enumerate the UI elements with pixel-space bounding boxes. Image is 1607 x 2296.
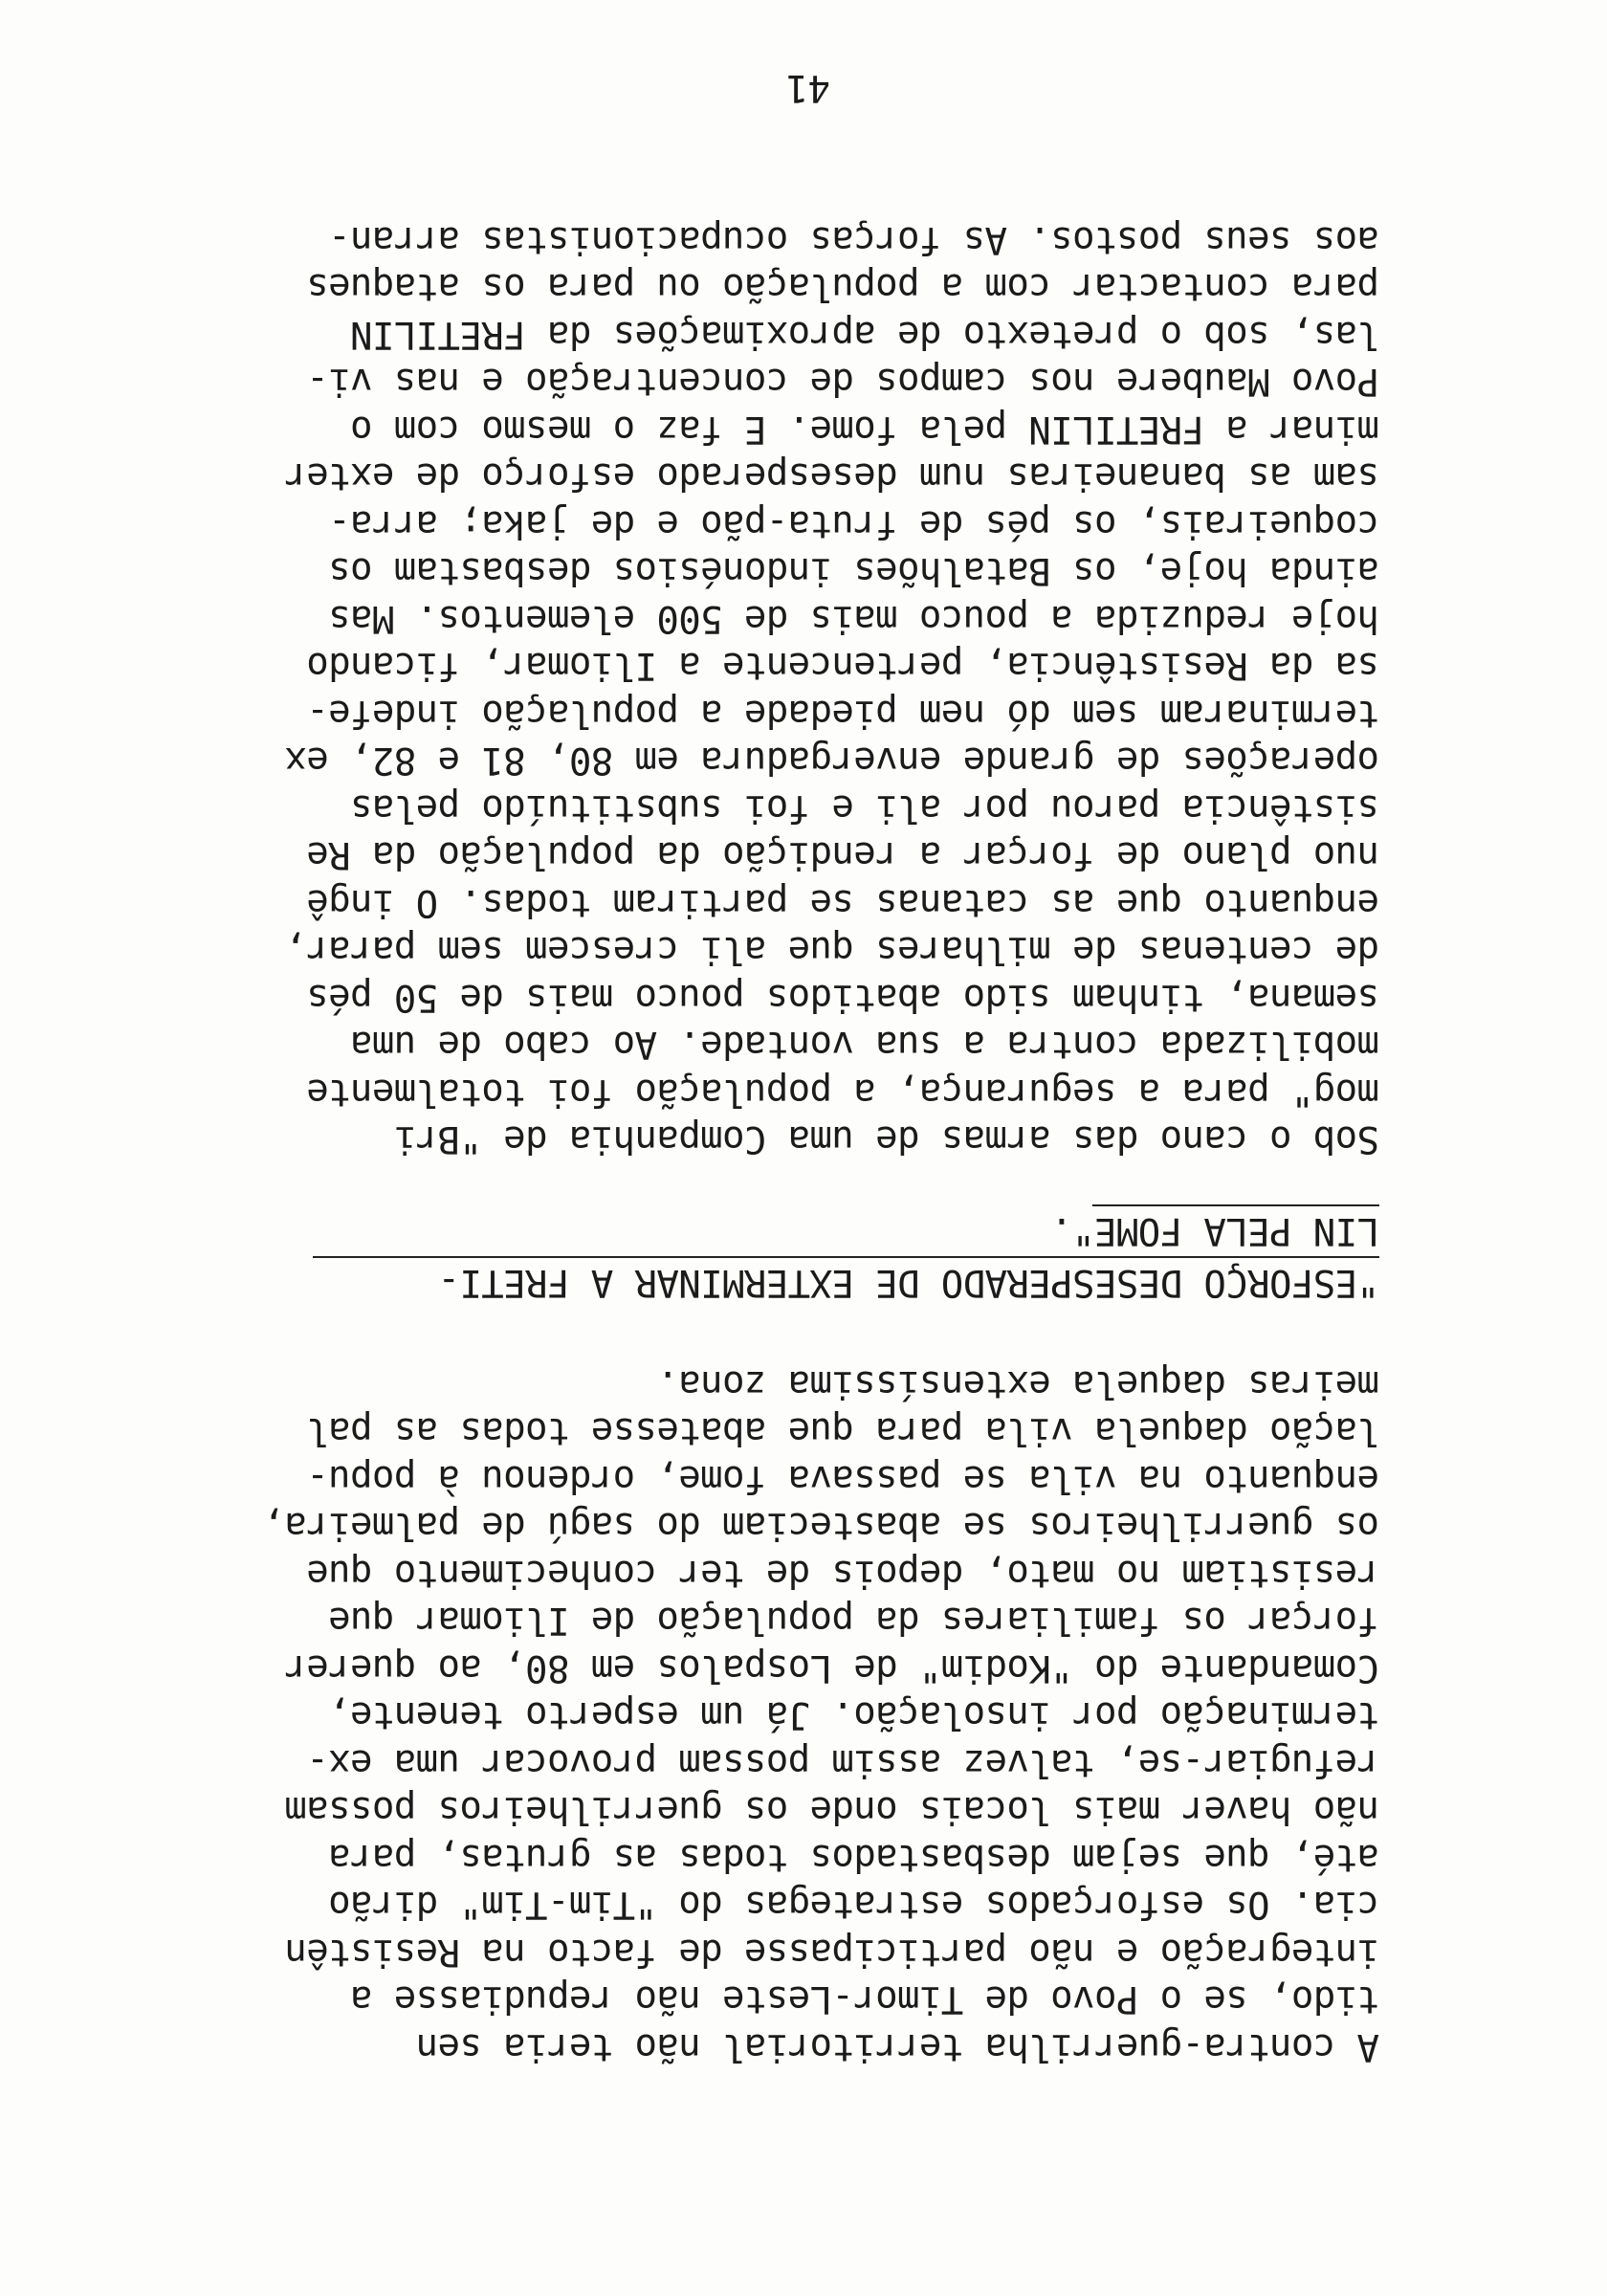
section-heading [289, 1205, 1379, 1305]
text-line: até, que sejam desbastados todas as grutas, para [328, 1836, 1379, 1879]
text-line: enquanto na vila se passava fome, ordenou à popu- [306, 1457, 1379, 1500]
paragraph-esforco [285, 216, 1379, 1163]
text-line: operações de grande envergadura em 80, 81 e 82, ex [285, 739, 1379, 783]
text-line: não haver mais locais onde os guerrilheiros possam [285, 1788, 1379, 1832]
text-line: de centenas de milhares que ali crescem sem parar, [285, 928, 1379, 972]
text-line: las, sob o pretexto de aproximações da FRETILIN [350, 313, 1379, 356]
text-line: mog" para a segurança, a população foi totalmente [306, 1071, 1379, 1114]
text-line: Povo Maubere nos campos de concentração e nas vi- [306, 360, 1379, 404]
text-line: semana, tinham sido abatidos pouco mais de 50 pés [306, 976, 1379, 1019]
text-line: ainda hoje, os Batalhões indonésios desbastam os [328, 549, 1379, 593]
page-number: 41 [786, 66, 830, 109]
text-line: Sob o cano das armas de uma Companhia de "Bri [394, 1117, 1379, 1161]
text-line: resistiam no mato, depois de ter conhecimento que [306, 1552, 1379, 1595]
text-line: minar a FRETILIN pela fome. E faz o mesmo com o [350, 408, 1379, 451]
text-line: refugiar-se, talvez assim possam provocar uma ex- [306, 1741, 1379, 1784]
heading-underline [1092, 1205, 1379, 1207]
text-line: enquanto que as catanas se partiram todas. O ingê [306, 881, 1379, 924]
text-line: para contactar com a população ou para os ataques [306, 265, 1379, 309]
text-line: mobilizada contra a sua vontade. Ao cabo de uma [350, 1023, 1379, 1067]
text-line: terminação por insolação. Já um esperto tenente, [328, 1693, 1379, 1737]
text-line: integração e não participasse de facto na Resistên [285, 1931, 1379, 1974]
text-line: cia. Os esforçados estrategas do "Tim-Tim" dirão [328, 1883, 1379, 1927]
text-line: coqueirais, os pés de fruta-pão e de jaka; arra- [328, 502, 1379, 545]
text-line: nuo plano de forçar a rendição da população da Re [306, 833, 1379, 877]
paragraph-contra-guerrilha [263, 1360, 1379, 2071]
text-line: sistência parou por ali e foi substituído pelas [350, 786, 1379, 829]
heading-underline [313, 1257, 1379, 1259]
heading-line: "ESFORÇO DESESPERADO DE EXTERMINAR A FRETI- [438, 1261, 1379, 1305]
text-line: hoje reduzida a pouco mais de 500 elementos. Mas [328, 597, 1379, 640]
text-line: tido, se o Povo de Timor-Leste não repudiasse a [350, 1977, 1379, 2021]
text-line: meiras daquela extensíssima zona. [656, 1362, 1379, 1405]
text-line: sam as bananeiras num desesperado esforço de exter [285, 454, 1379, 498]
text-line: aos seus postos. As forças ocupacionistas arran- [328, 218, 1379, 261]
text-line: lação daquela vila para que abatesse todas as pal [306, 1409, 1379, 1453]
heading-line: LIN PELA FOME". [1050, 1209, 1379, 1253]
text-line: terminaram sem dó nem piedade a população indefe- [306, 692, 1379, 735]
page-content [263, 216, 1379, 2071]
text-line: A contra-guerrilha territorial não teria sen [416, 2025, 1379, 2068]
text-line: forçar os familiares da população de Iliomar que [328, 1599, 1379, 1643]
text-line: os guerrilheiros se abasteciam do sagú de palmeira, [263, 1504, 1379, 1548]
text-line: Comandante do "Kodim" de Lospalos em 80, ao querer [285, 1646, 1379, 1689]
text-line: sa da Resistência, pertencente a Iliomar, ficando [306, 644, 1379, 688]
